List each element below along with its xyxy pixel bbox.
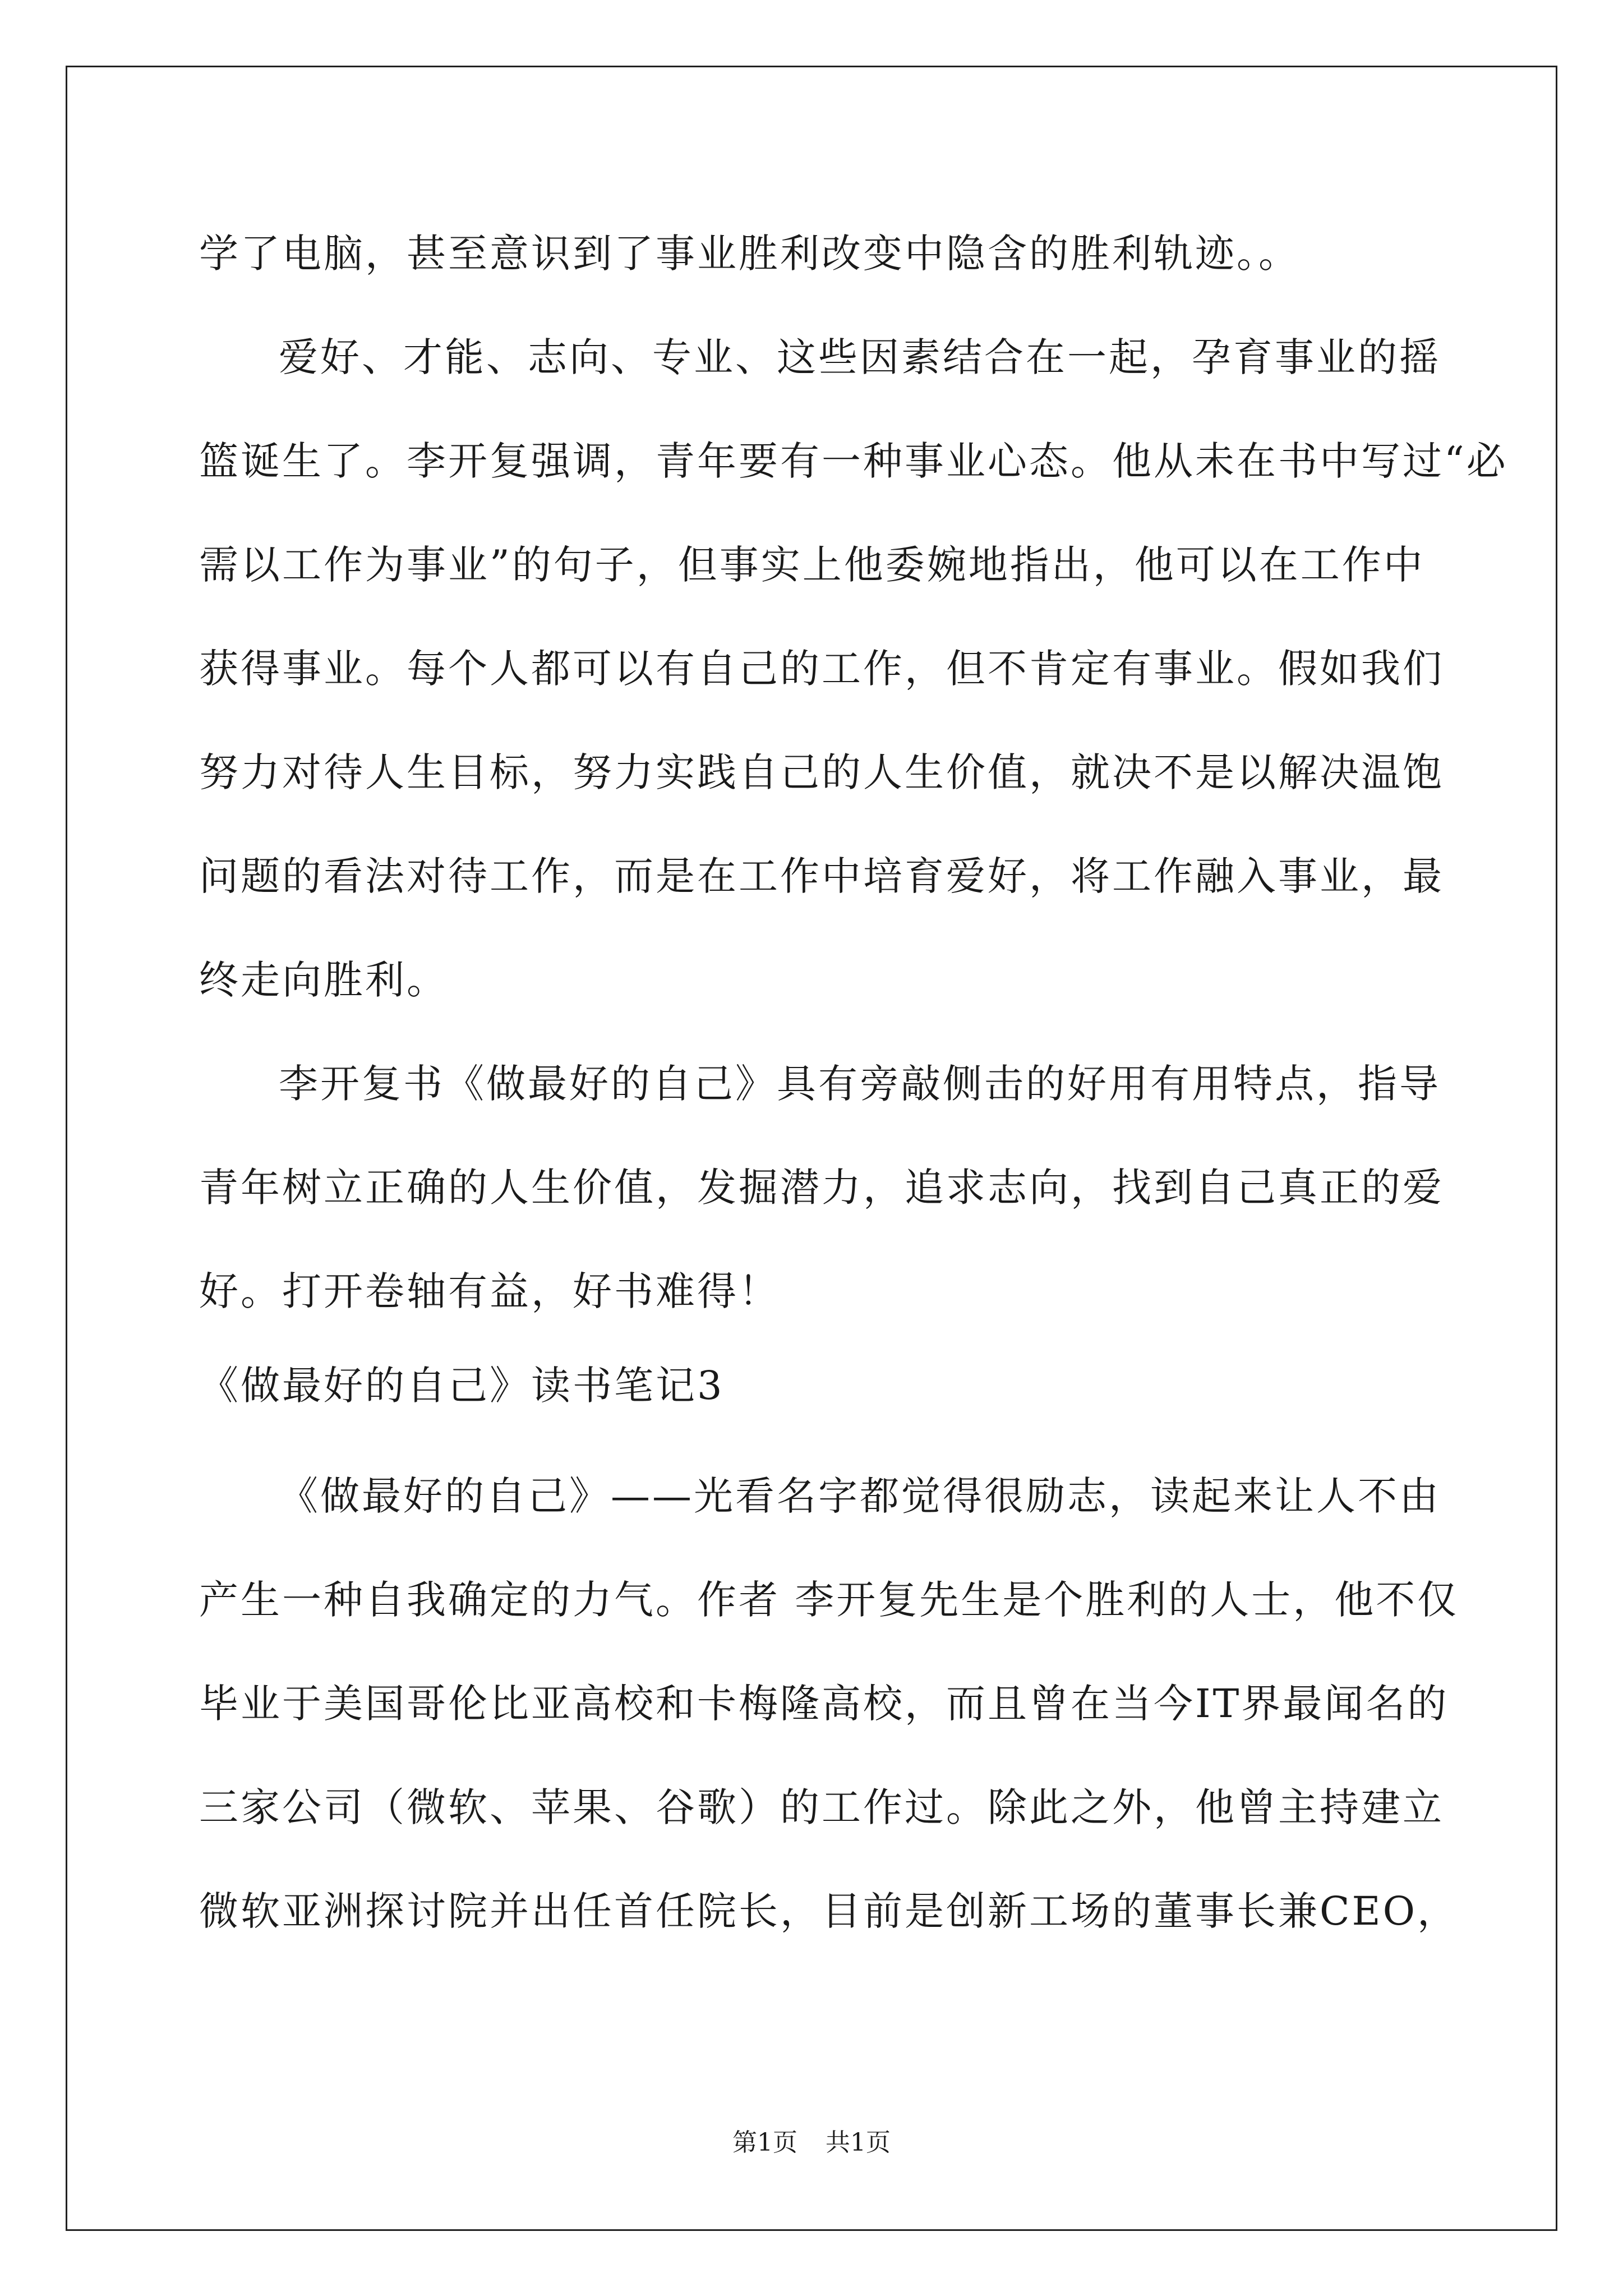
text-line: 问题的看法对待工作，而是在工作中培育爱好，将工作融入事业，最 xyxy=(199,853,1444,899)
heading-spacer xyxy=(199,1428,1433,1444)
page-number: 第1页 xyxy=(732,2128,797,2157)
text-line: 三家公司（微软、苹果、谷歌）的工作过。除此之外，他曾主持建立 xyxy=(199,1784,1444,1830)
page-footer xyxy=(0,2126,1623,2160)
text-line: 获得事业。每个人都可以有自己的工作，但不肯定有事业。假如我们 xyxy=(199,646,1444,692)
text-line: 毕业于美国哥伦比亚高校和卡梅隆高校，而且曾在当今IT界最闻名的 xyxy=(199,1681,1449,1727)
text-line: 篮诞生了。李开复强调，青年要有一种事业心态。他从未在书中写过“必 xyxy=(199,438,1508,484)
page-total: 共1页 xyxy=(826,2128,891,2157)
text-line: 青年树立正确的人生价值，发掘潜力，追求志向，找到自己真正的爱 xyxy=(199,1165,1444,1211)
text-line: 李开复书《做最好的自己》具有旁敲侧击的好用有用特点，指导 xyxy=(279,1061,1441,1107)
text-line: 需以工作为事业”的句子，但事实上他委婉地指出，他可以在工作中 xyxy=(199,542,1425,588)
text-line: 好。打开卷轴有益，好书难得！ xyxy=(199,1268,780,1314)
text-line: 产生一种自我确定的力气。作者 李开复先生是个胜利的人士，他不仅 xyxy=(199,1577,1459,1623)
text-line: 《做最好的自己》——光看名字都觉得很励志，读起来让人不由 xyxy=(279,1473,1441,1519)
text-line: 学了电脑，甚至意识到了事业胜利改变中隐含的胜利轨迹。。 xyxy=(199,231,1300,277)
text-line: 努力对待人生目标，努力实践自己的人生价值，就决不是以解决温饱 xyxy=(199,749,1444,795)
document-body xyxy=(199,202,1508,1963)
section-heading: 《做最好的自己》读书笔记3 xyxy=(199,1363,725,1409)
text-line: 爱好、才能、志向、专业、这些因素结合在一起，孕育事业的摇 xyxy=(279,334,1441,380)
text-line: 终走向胜利。 xyxy=(199,957,448,1003)
text-line: 微软亚洲探讨院并出任首任院长，目前是创新工场的董事长兼CEO， xyxy=(199,1888,1459,1934)
